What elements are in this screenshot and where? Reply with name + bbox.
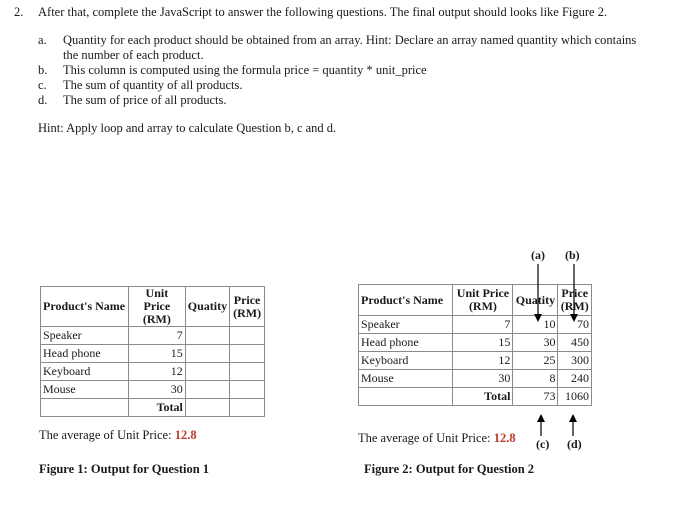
- header-unit-price: Unit Price (RM): [453, 285, 513, 316]
- average-value: 12.8: [174, 428, 197, 442]
- header-product-name: Product's Name: [359, 285, 453, 316]
- item-text: The sum of price of all products.: [63, 93, 227, 107]
- product-name-cell: Keyboard: [41, 363, 129, 381]
- total-price-cell: 1060: [558, 388, 592, 406]
- unit-price-cell: 7: [128, 327, 185, 345]
- header-quantity: Quatity: [185, 287, 229, 327]
- unit-price-cell: 12: [128, 363, 185, 381]
- quantity-cell: 8: [513, 370, 558, 388]
- price-cell: 450: [558, 334, 592, 352]
- item-text: Quantity for each product should be obtained from an array. Hint: Declare an array named quantity which contains the number of each product.: [63, 33, 637, 62]
- unit-price-cell: 15: [453, 334, 513, 352]
- label-c: (c): [536, 437, 550, 451]
- product-name-cell: Head phone: [41, 345, 129, 363]
- header-unit-price: Unit Price (RM): [128, 287, 185, 327]
- average-label: The average of Unit Price:: [39, 428, 172, 442]
- label-a: (a): [531, 248, 545, 262]
- arrow-b-icon: [570, 264, 578, 322]
- header-product-name: Product's Name: [41, 287, 129, 327]
- total-label-cell: Total: [128, 399, 185, 417]
- quantity-cell: 10: [513, 316, 558, 334]
- average-value: 12.8: [493, 431, 516, 445]
- product-name-cell: Mouse: [359, 370, 453, 388]
- header-price: Price (RM): [230, 287, 265, 327]
- total-quantity-cell: 73: [513, 388, 558, 406]
- unit-price-cell: 15: [128, 345, 185, 363]
- arrow-d-icon: [569, 414, 577, 436]
- product-name-cell: Head phone: [359, 334, 453, 352]
- header-quantity: Quatity: [513, 285, 558, 316]
- average-label: The average of Unit Price:: [358, 431, 491, 445]
- unit-price-cell: 7: [453, 316, 513, 334]
- price-cell: 300: [558, 352, 592, 370]
- item-mark: c.: [38, 78, 47, 92]
- arrow-a-icon: [534, 264, 542, 322]
- price-cell: 70: [558, 316, 592, 334]
- item-mark: a.: [38, 33, 47, 47]
- product-name-cell: Speaker: [41, 327, 129, 345]
- price-cell: 240: [558, 370, 592, 388]
- product-name-cell: Mouse: [41, 381, 129, 399]
- unit-price-cell: 30: [453, 370, 513, 388]
- figure2-caption: Figure 2: Output for Question 2: [364, 462, 535, 476]
- arrow-c-icon: [537, 414, 545, 436]
- header-price: Price (RM): [558, 285, 592, 316]
- item-text: This column is computed using the formula price = quantity * unit_price: [63, 63, 427, 77]
- label-b: (b): [565, 248, 580, 262]
- total-label-cell: Total: [453, 388, 513, 406]
- quantity-cell: 25: [513, 352, 558, 370]
- hint-text: Hint: Apply loop and array to calculate Question b, c and d.: [38, 121, 337, 135]
- unit-price-cell: 30: [128, 381, 185, 399]
- unit-price-cell: 12: [453, 352, 513, 370]
- figure1-caption: Figure 1: Output for Question 1: [39, 462, 210, 476]
- product-name-cell: Speaker: [359, 316, 453, 334]
- product-name-cell: Keyboard: [359, 352, 453, 370]
- item-mark: d.: [38, 93, 48, 107]
- label-d: (d): [567, 437, 582, 451]
- quantity-cell: 30: [513, 334, 558, 352]
- item-text: The sum of quantity of all products.: [63, 78, 243, 92]
- question-text: After that, complete the JavaScript to answer the following questions. The final output should looks like Figure 2.: [38, 5, 608, 19]
- item-mark: b.: [38, 63, 48, 77]
- question-number: 2.: [14, 5, 24, 19]
- figure2-average: [358, 431, 516, 446]
